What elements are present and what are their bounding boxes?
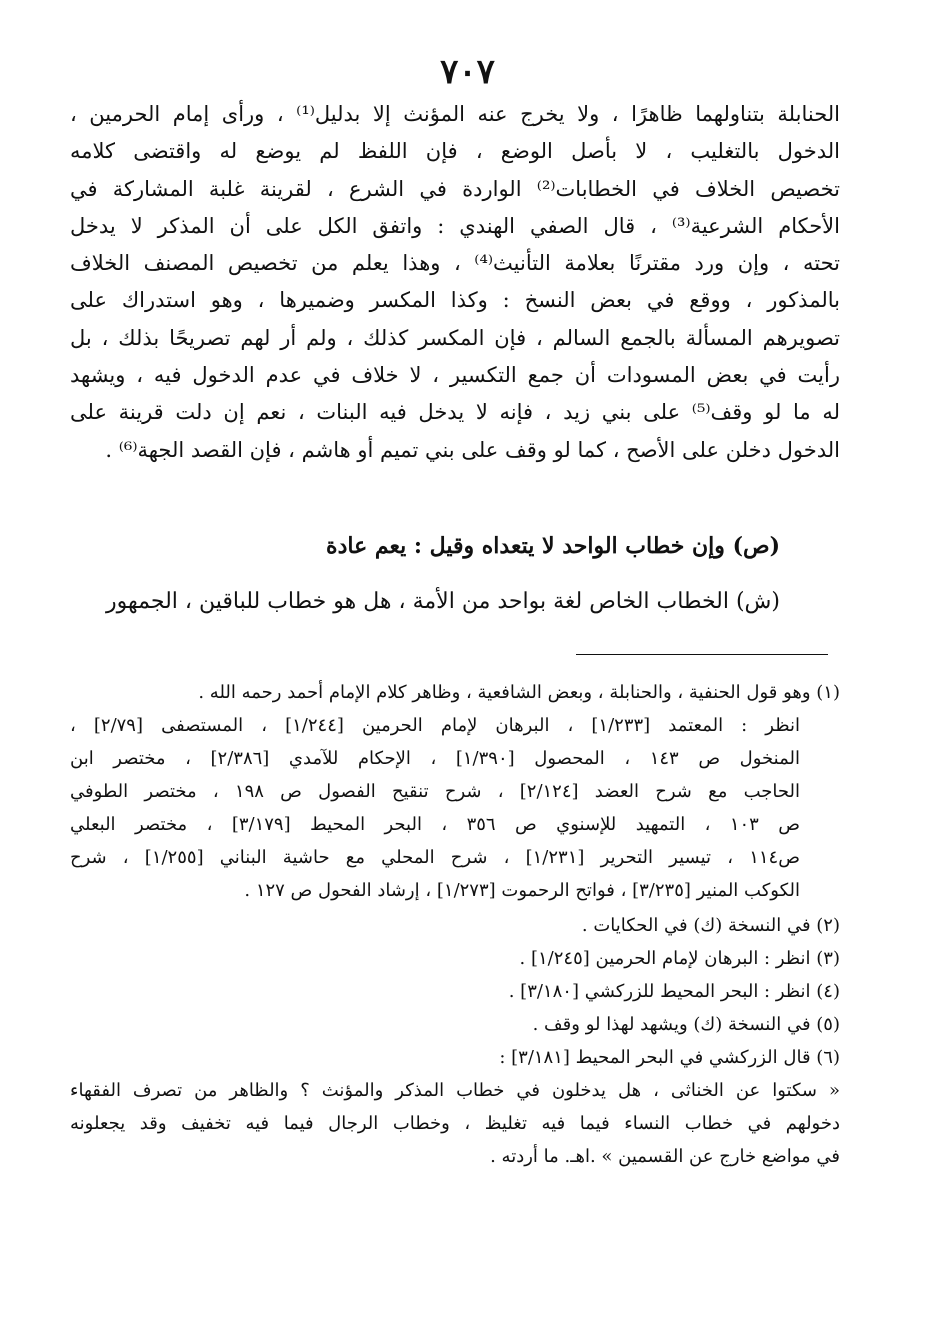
main-text-line: الدخول دخلن على الأصح ، كما لو وقف على بني تميم أو هاشم ، فإن القصد الجهة⁽⁶⁾ . (105, 437, 840, 462)
main-text-line: الأحكام الشرعية⁽³⁾ ، قال الصفي الهندي : واتفق الكل على أن المذكر لا يدخل (70, 213, 840, 238)
main-text-line: الحنابلة بتناولهما ظاهرًا ، ولا يخرج عنه المؤنث إلا بدليل⁽¹⁾ ، ورأى إمام الحرمين ، (70, 102, 841, 126)
footnote-3: (٣) انظر : البرهان لإمام الحرمين [١/٢٤٥] . (519, 948, 840, 969)
main-text-line: رأيت في بعض المسودات أن جمع التكسير ، لا خلاف في عدم الدخول فيه ، ويشهد (70, 363, 840, 388)
main-text-line: تصويرهم المسألة بالجمع السالم ، فإن المكسر كذلك ، ولم أر لهم تصريحًا بذلك ، بل (70, 325, 840, 350)
footnote-separator (576, 654, 828, 655)
footnote-6-quote-line: « سكتوا عن الخناثى ، هل يدخلون في خطاب المذكر والمؤنث ؟ والظاهر من تصرف الفقهاء (70, 1080, 840, 1101)
footnote-1-line: الكوكب المنير [٣/٢٣٥] ، فواتح الرحموت [١/٢٧٣] ، إرشاد الفحول ص ١٢٧ . (244, 880, 800, 901)
page-number: ٧٠٧ (440, 52, 495, 92)
footnote-1-line: ص١١٤ ، تيسير التحرير [١/٢٣١] ، شرح المحلي مع حاشية البناني [١/٢٥٥] ، شرح (70, 847, 800, 868)
footnote-6-quote-line: دخولهم في خطاب النساء فيما فيه تغليظ ، وخطاب الرجال فيما فيه تخفيف وقد يجعلونه (70, 1113, 840, 1134)
footnote-6-quote-line: في مواضع خارج عن القسمين » .اهـ. ما أردته . (490, 1146, 840, 1167)
footnote-6: (٦) قال الزركشي في البحر المحيط [٣/١٨١] : (499, 1047, 840, 1068)
footnote-2: (٢) في النسخة (ك) في الحكايات . (581, 915, 840, 936)
footnotes-block (70, 676, 840, 1173)
footnote-1: (١) وهو قول الحنفية ، والحنابلة ، وبعض الشافعية ، وظاهر كلام الإمام أحمد رحمه الله . (198, 682, 840, 703)
footnote-1-line: ص ١٠٣ ، التمهيد للإسنوي ص ٣٥٦ ، البحر المحيط [٣/١٧٩] ، مختصر البعلي (70, 814, 801, 835)
main-text-line: تحته ، وإن ورد مقترنًا بعلامة التأنيث⁽⁴⁾ ، وهذا يعلم من تخصيص المصنف الخلاف (70, 251, 841, 276)
main-text-line: بالمذكور ، ووقع في بعض النسخ : وكذا المكسر وضميرها ، وهو استدراك على (70, 288, 840, 313)
main-text-block (70, 96, 840, 469)
footnote-1-line: الحاجب مع شرح العضد [٢/١٢٤] ، شرح تنقيح الفصول ص ١٩٨ ، مختصر الطوفي (70, 781, 800, 802)
footnote-4: (٤) انظر : البحر المحيط للزركشي [٣/١٨٠] . (508, 981, 840, 1002)
footnote-5: (٥) في النسخة (ك) ويشهد لهذا لو وقف . (532, 1014, 840, 1035)
main-text-line: الدخول بالتغليب ، لا بأصل الوضع ، فإن اللفظ لم يوضع له واقتضى كلامه (70, 139, 840, 164)
footnote-1-line: المنخول ص ١٤٣ ، المحصول [١/٣٩٠] ، الإحكام للآمدي [٢/٣٨٦] ، مختصر ابن (70, 748, 800, 769)
matn-heading: (ص) وإن خطاب الواحد لا يتعداه وقيل : يعم عادة (326, 533, 780, 559)
main-text-line: تخصيص الخلاف في الخطابات⁽²⁾ الواردة في الشرع ، لقرينة غلبة المشاركة في (70, 176, 840, 201)
sharh-heading: (ش) الخطاب الخاص لغة بواحد من الأمة ، هل هو خطاب للباقين ، الجمهور (106, 589, 780, 614)
footnote-1-line: انظر : المعتمد [١/٢٣٣] ، البرهان لإمام الحرمين [١/٢٤٤] ، المستصفى [٢/٧٩] ، (70, 715, 801, 736)
main-text-line: له ما لو وقف⁽⁵⁾ على بني زيد ، فإنه لا يدخل فيه البنات ، نعم إن دلت قرينة على (70, 400, 840, 425)
